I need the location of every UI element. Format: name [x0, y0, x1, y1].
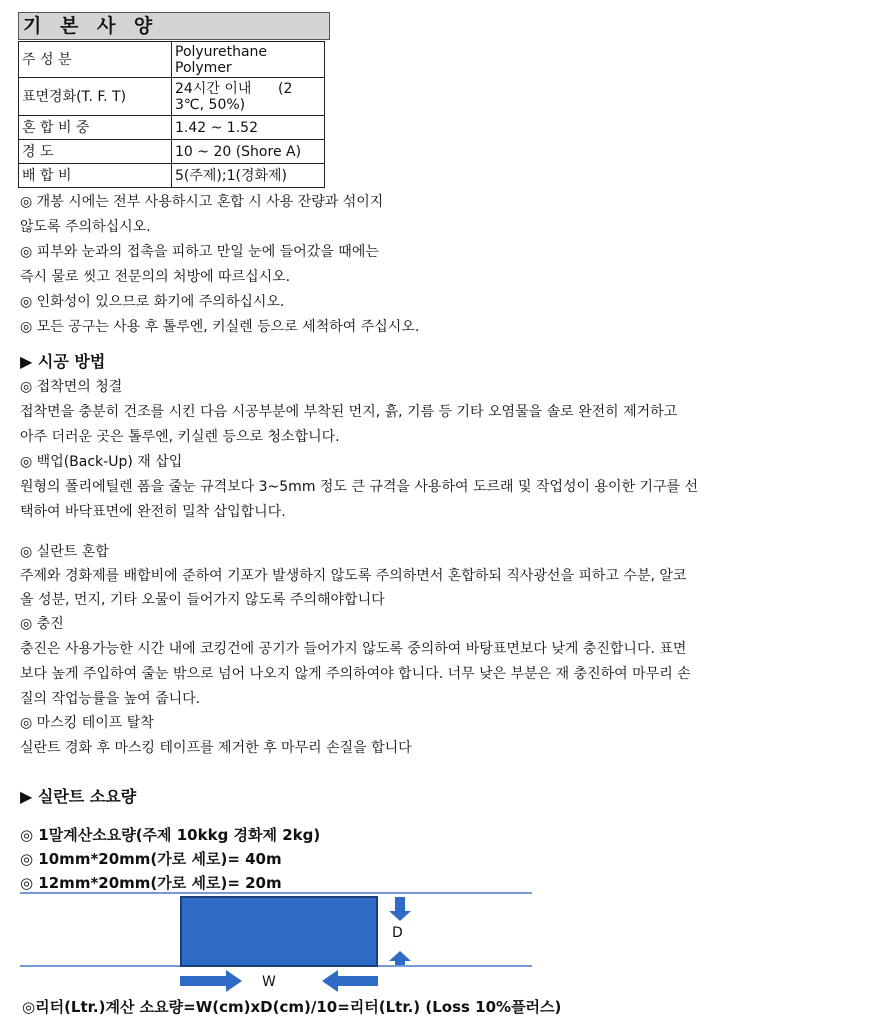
spec-value: 1.42 ~ 1.52 [172, 116, 325, 140]
method-line: 아주 더러운 곳은 톨루엔, 키실렌 등으로 청소합니다. [20, 429, 340, 445]
width-arrow-right-icon [180, 970, 242, 992]
method-line: 주제와 경화제를 배합비에 준하여 기포가 발생하지 않도록 주의하면서 혼합하되 직사광선을 피하고 수분, 알코 [20, 568, 687, 584]
method-line: 접착면을 충분히 건조를 시킨 다음 시공부분에 부착된 먼지, 흙, 기름 등 기타 오염물을 솔로 완전히 제거하고 [20, 404, 678, 420]
spec-label: 배 합 비 [19, 164, 172, 188]
method-line: ◎ 충진 [20, 616, 64, 632]
width-arrow-left-icon [322, 970, 378, 992]
method-line: 질의 작업능률을 높여 줍니다. [20, 691, 201, 707]
method-line: 택하여 바닥표면에 완전히 밀착 삽입합니다. [20, 504, 286, 520]
joint-diagram [0, 885, 560, 995]
table-row [19, 164, 325, 188]
spec-label: 표면경화(T. F. T) [19, 78, 172, 116]
method-line: ◎ 접착면의 청결 [20, 379, 123, 395]
method-line: ◎ 마스킹 테이프 탈착 [20, 715, 154, 731]
method-line: ◎ 백업(Back-Up) 재 삽입 [20, 454, 183, 470]
spec-label: 경 도 [19, 140, 172, 164]
note-line: 즉시 물로 씻고 전문의의 처방에 따르십시오. [20, 269, 291, 285]
note-line: ◎ 피부와 눈과의 접촉을 피하고 만일 눈에 들어갔을 때에는 [20, 244, 379, 260]
spec-value-line: 24시간 이내 (2 [175, 80, 293, 97]
spec-value-line: Polyurethane [175, 43, 268, 60]
table-row [19, 116, 325, 140]
method-line: 보다 높게 주입하여 줄눈 밖으로 넘어 나오지 않게 주의하여야 합니다. 너무 낮은 부분은 재 충진하여 마무리 손 [20, 666, 691, 682]
note-line: ◎ 개봉 시에는 전부 사용하시고 혼합 시 사용 잔량과 섞이지 [20, 194, 384, 210]
usage-line: ◎ 1말계산소요량(주제 10kkg 경화제 2kg) [20, 826, 321, 844]
note-line: 않도록 주의하십시오. [20, 219, 151, 235]
spec-value: 10 ~ 20 (Shore A) [172, 140, 325, 164]
table-row [19, 42, 325, 78]
spec-value [172, 42, 325, 78]
usage-heading: ▶ 실란트 소요량 [20, 787, 137, 806]
spec-value-line: Polymer [175, 59, 232, 76]
spec-label: 혼 합 비 중 [19, 116, 172, 140]
depth-label: D [392, 925, 403, 941]
method-line: 원형의 폴리에틸렌 폼을 줄눈 규격보다 3~5mm 정도 큰 규격을 사용하여 도르래 및 작업성이 용이한 기구를 선 [20, 479, 699, 495]
spec-label: 주 성 분 [19, 42, 172, 78]
spec-table [18, 41, 325, 188]
width-label: W [262, 974, 276, 990]
method-line: 실란트 경화 후 마스킹 테이프를 제거한 후 마무리 손질을 합니다 [20, 740, 412, 756]
table-row [19, 78, 325, 116]
method-line: 충진은 사용가능한 시간 내에 코킹건에 공기가 들어가지 않도록 중의하여 바탕표면보다 낮게 충진합니다. 표면 [20, 641, 687, 657]
note-line: ◎ 모든 공구는 사용 후 톨루엔, 키실렌 등으로 세척하여 주십시오. [20, 319, 420, 335]
method-line: 올 성분, 먼지, 기타 오물이 들어가지 않도록 주의해야합니다 [20, 592, 385, 608]
table-row [19, 140, 325, 164]
usage-line: ◎ 12mm*20mm(가로 세로)= 20m [20, 874, 282, 892]
spec-value-line: 3℃, 50%) [175, 96, 246, 113]
method-line: ◎ 실란트 혼합 [20, 544, 109, 560]
spec-value [172, 78, 325, 116]
depth-arrow-down-icon [389, 897, 411, 921]
spec-value: 5(주제);1(경화제) [172, 164, 325, 188]
spec-title: 기 본 사 양 [18, 12, 330, 40]
usage-line: ◎ 10mm*20mm(가로 세로)= 40m [20, 850, 282, 868]
note-line: ◎ 인화성이 있으므로 화기에 주의하십시오. [20, 294, 285, 310]
method-heading: ▶ 시공 방법 [20, 352, 106, 371]
depth-arrow-up-icon [389, 951, 411, 965]
formula-line: ◎리터(Ltr.)계산 소요량=W(cm)xD(cm)/10=리터(Ltr.) (Loss 10%플러스) [22, 998, 562, 1016]
sealant-block [181, 897, 377, 966]
